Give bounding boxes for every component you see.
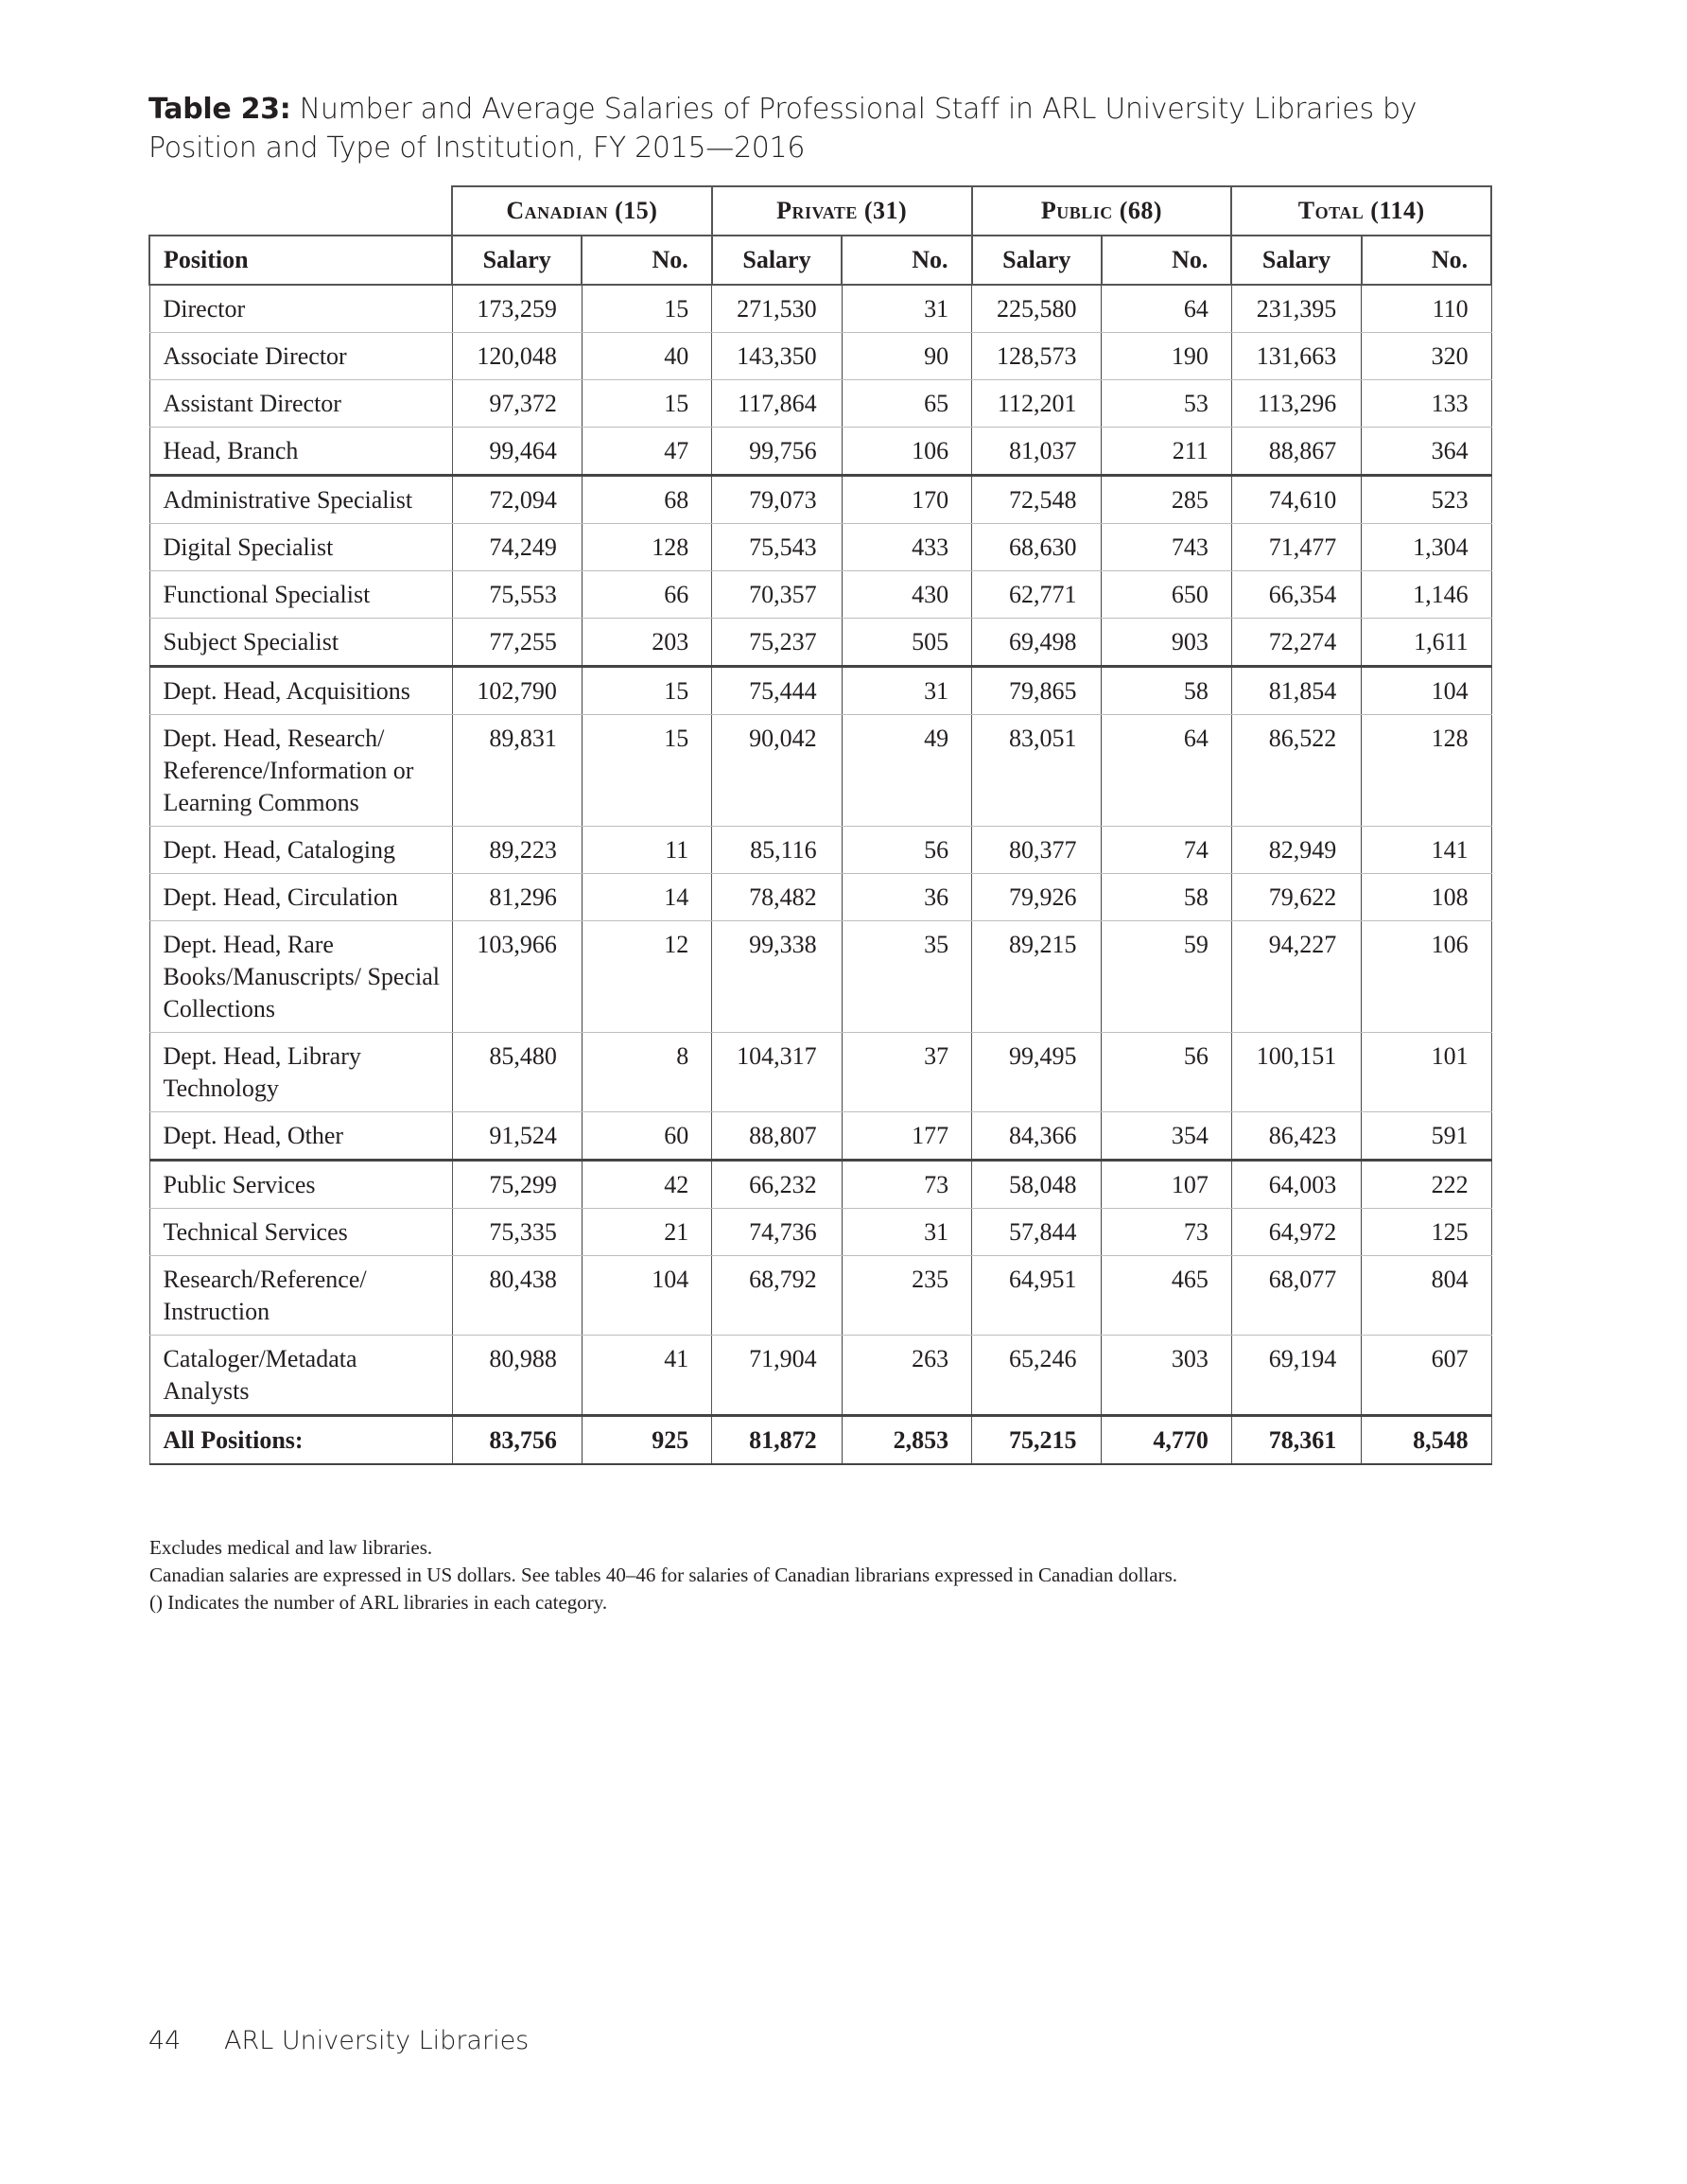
count-cell: 42 bbox=[582, 1161, 711, 1209]
salary-cell: 99,495 bbox=[972, 1033, 1102, 1112]
salary-cell: 99,464 bbox=[452, 428, 582, 476]
group-header-canadian: Canadian (15) bbox=[452, 186, 712, 236]
salary-table bbox=[148, 185, 1492, 1465]
position-cell: Dept. Head, Research/ Reference/Information or Learning Commons bbox=[149, 715, 452, 827]
count-cell: 128 bbox=[582, 524, 711, 571]
salary-cell: 68,792 bbox=[712, 1256, 842, 1336]
group-header-private: Private (31) bbox=[712, 186, 972, 236]
count-cell: 211 bbox=[1102, 428, 1231, 476]
salary-cell: 71,904 bbox=[712, 1336, 842, 1416]
salary-cell: 113,296 bbox=[1231, 380, 1361, 428]
table-row bbox=[149, 571, 1491, 619]
salary-cell: 128,573 bbox=[972, 333, 1102, 380]
position-cell: Director bbox=[149, 285, 452, 333]
count-cell: 591 bbox=[1362, 1112, 1491, 1161]
position-cell: Digital Specialist bbox=[149, 524, 452, 571]
count-cell: 235 bbox=[842, 1256, 971, 1336]
salary-cell: 65,246 bbox=[972, 1336, 1102, 1416]
position-cell: Head, Branch bbox=[149, 428, 452, 476]
table-body bbox=[149, 285, 1491, 1464]
count-cell: 1,146 bbox=[1362, 571, 1491, 619]
salary-cell: 131,663 bbox=[1231, 333, 1361, 380]
salary-cell: 82,949 bbox=[1231, 827, 1361, 874]
salary-cell: 86,522 bbox=[1231, 715, 1361, 827]
count-cell: 101 bbox=[1362, 1033, 1491, 1112]
count-cell: 66 bbox=[582, 571, 711, 619]
column-header-salary: Salary bbox=[972, 236, 1102, 285]
salary-cell: 173,259 bbox=[452, 285, 582, 333]
count-cell: 505 bbox=[842, 619, 971, 667]
column-header-salary: Salary bbox=[712, 236, 842, 285]
count-cell: 65 bbox=[842, 380, 971, 428]
position-cell: Dept. Head, Cataloging bbox=[149, 827, 452, 874]
salary-cell: 103,966 bbox=[452, 921, 582, 1033]
count-cell: 170 bbox=[842, 476, 971, 524]
count-cell: 364 bbox=[1362, 428, 1491, 476]
salary-cell: 99,756 bbox=[712, 428, 842, 476]
count-cell: 106 bbox=[1362, 921, 1491, 1033]
table-row bbox=[149, 285, 1491, 333]
count-cell: 430 bbox=[842, 571, 971, 619]
count-cell: 15 bbox=[582, 715, 711, 827]
count-cell: 73 bbox=[1102, 1209, 1231, 1256]
note-currency: Canadian salaries are expressed in US dollars. See tables 40–46 for salaries of Canadian librarians expressed in Canadian dollars. bbox=[149, 1564, 1177, 1586]
table-row bbox=[149, 524, 1491, 571]
salary-cell: 86,423 bbox=[1231, 1112, 1361, 1161]
table-number: Table 23: bbox=[148, 93, 291, 126]
salary-cell: 79,073 bbox=[712, 476, 842, 524]
count-cell: 222 bbox=[1362, 1161, 1491, 1209]
salary-cell: 271,530 bbox=[712, 285, 842, 333]
running-title: ARL University Libraries bbox=[224, 2026, 530, 2055]
salary-cell: 75,299 bbox=[452, 1161, 582, 1209]
column-header-no: No. bbox=[582, 236, 711, 285]
salary-cell: 88,807 bbox=[712, 1112, 842, 1161]
count-cell: 36 bbox=[842, 874, 971, 921]
count-cell: 31 bbox=[842, 285, 971, 333]
salary-cell: 72,274 bbox=[1231, 619, 1361, 667]
page-number: 44 bbox=[148, 2026, 182, 2055]
count-cell: 177 bbox=[842, 1112, 971, 1161]
salary-cell: 104,317 bbox=[712, 1033, 842, 1112]
count-cell: 31 bbox=[842, 667, 971, 715]
salary-cell: 77,255 bbox=[452, 619, 582, 667]
table-row bbox=[149, 380, 1491, 428]
count-cell: 8,548 bbox=[1362, 1416, 1491, 1465]
count-cell: 804 bbox=[1362, 1256, 1491, 1336]
count-cell: 60 bbox=[582, 1112, 711, 1161]
salary-cell: 94,227 bbox=[1231, 921, 1361, 1033]
column-header-salary: Salary bbox=[1231, 236, 1361, 285]
salary-cell: 91,524 bbox=[452, 1112, 582, 1161]
position-cell: Cataloger/Metadata Analysts bbox=[149, 1336, 452, 1416]
count-cell: 1,304 bbox=[1362, 524, 1491, 571]
position-cell: Dept. Head, Other bbox=[149, 1112, 452, 1161]
position-cell: Associate Director bbox=[149, 333, 452, 380]
count-cell: 4,770 bbox=[1102, 1416, 1231, 1465]
salary-cell: 57,844 bbox=[972, 1209, 1102, 1256]
salary-cell: 97,372 bbox=[452, 380, 582, 428]
salary-cell: 88,867 bbox=[1231, 428, 1361, 476]
count-cell: 433 bbox=[842, 524, 971, 571]
count-cell: 285 bbox=[1102, 476, 1231, 524]
position-cell: Functional Specialist bbox=[149, 571, 452, 619]
salary-cell: 83,051 bbox=[972, 715, 1102, 827]
salary-cell: 81,296 bbox=[452, 874, 582, 921]
count-cell: 108 bbox=[1362, 874, 1491, 921]
salary-cell: 72,548 bbox=[972, 476, 1102, 524]
salary-cell: 75,444 bbox=[712, 667, 842, 715]
count-cell: 354 bbox=[1102, 1112, 1231, 1161]
table-notes bbox=[149, 1534, 1511, 1616]
column-header-no: No. bbox=[1102, 236, 1231, 285]
note-parentheses: () Indicates the number of ARL libraries in each category. bbox=[149, 1591, 608, 1614]
table-row bbox=[149, 1256, 1491, 1336]
count-cell: 2,853 bbox=[842, 1416, 971, 1465]
count-cell: 56 bbox=[1102, 1033, 1231, 1112]
count-cell: 31 bbox=[842, 1209, 971, 1256]
count-cell: 190 bbox=[1102, 333, 1231, 380]
count-cell: 56 bbox=[842, 827, 971, 874]
group-header-row bbox=[149, 186, 1491, 236]
count-cell: 15 bbox=[582, 285, 711, 333]
salary-cell: 75,335 bbox=[452, 1209, 582, 1256]
table-row bbox=[149, 333, 1491, 380]
column-header-no: No. bbox=[842, 236, 971, 285]
table-row bbox=[149, 667, 1491, 715]
table-row bbox=[149, 827, 1491, 874]
position-cell: Technical Services bbox=[149, 1209, 452, 1256]
table-row bbox=[149, 1336, 1491, 1416]
table-title bbox=[148, 90, 1510, 167]
count-cell: 303 bbox=[1102, 1336, 1231, 1416]
count-cell: 263 bbox=[842, 1336, 971, 1416]
count-cell: 68 bbox=[582, 476, 711, 524]
count-cell: 607 bbox=[1362, 1336, 1491, 1416]
position-cell: Research/Reference/ Instruction bbox=[149, 1256, 452, 1336]
position-cell: All Positions: bbox=[149, 1416, 452, 1465]
count-cell: 8 bbox=[582, 1033, 711, 1112]
count-cell: 47 bbox=[582, 428, 711, 476]
table-row bbox=[149, 715, 1491, 827]
count-cell: 35 bbox=[842, 921, 971, 1033]
salary-cell: 75,553 bbox=[452, 571, 582, 619]
position-cell: Dept. Head, Circulation bbox=[149, 874, 452, 921]
column-header-no: No. bbox=[1362, 236, 1491, 285]
count-cell: 125 bbox=[1362, 1209, 1491, 1256]
salary-cell: 75,215 bbox=[972, 1416, 1102, 1465]
salary-cell: 80,377 bbox=[972, 827, 1102, 874]
salary-cell: 68,630 bbox=[972, 524, 1102, 571]
table-row bbox=[149, 874, 1491, 921]
salary-cell: 72,094 bbox=[452, 476, 582, 524]
table-row bbox=[149, 1033, 1491, 1112]
salary-cell: 68,077 bbox=[1231, 1256, 1361, 1336]
count-cell: 12 bbox=[582, 921, 711, 1033]
column-header-position: Position bbox=[149, 236, 452, 285]
table-row bbox=[149, 1161, 1491, 1209]
position-cell: Subject Specialist bbox=[149, 619, 452, 667]
salary-cell: 117,864 bbox=[712, 380, 842, 428]
salary-cell: 74,736 bbox=[712, 1209, 842, 1256]
count-cell: 133 bbox=[1362, 380, 1491, 428]
column-header-salary: Salary bbox=[452, 236, 582, 285]
salary-cell: 120,048 bbox=[452, 333, 582, 380]
salary-cell: 81,037 bbox=[972, 428, 1102, 476]
salary-cell: 79,622 bbox=[1231, 874, 1361, 921]
salary-cell: 85,480 bbox=[452, 1033, 582, 1112]
salary-cell: 78,361 bbox=[1231, 1416, 1361, 1465]
salary-cell: 83,756 bbox=[452, 1416, 582, 1465]
count-cell: 141 bbox=[1362, 827, 1491, 874]
group-header-blank bbox=[149, 186, 452, 236]
position-cell: Administrative Specialist bbox=[149, 476, 452, 524]
salary-cell: 100,151 bbox=[1231, 1033, 1361, 1112]
count-cell: 37 bbox=[842, 1033, 971, 1112]
count-cell: 107 bbox=[1102, 1161, 1231, 1209]
count-cell: 465 bbox=[1102, 1256, 1231, 1336]
salary-cell: 90,042 bbox=[712, 715, 842, 827]
salary-cell: 71,477 bbox=[1231, 524, 1361, 571]
salary-cell: 102,790 bbox=[452, 667, 582, 715]
salary-cell: 58,048 bbox=[972, 1161, 1102, 1209]
count-cell: 106 bbox=[842, 428, 971, 476]
count-cell: 1,611 bbox=[1362, 619, 1491, 667]
count-cell: 90 bbox=[842, 333, 971, 380]
salary-cell: 75,237 bbox=[712, 619, 842, 667]
count-cell: 15 bbox=[582, 380, 711, 428]
table-row bbox=[149, 428, 1491, 476]
position-cell: Assistant Director bbox=[149, 380, 452, 428]
count-cell: 14 bbox=[582, 874, 711, 921]
count-cell: 53 bbox=[1102, 380, 1231, 428]
salary-cell: 225,580 bbox=[972, 285, 1102, 333]
salary-cell: 89,831 bbox=[452, 715, 582, 827]
salary-cell: 79,865 bbox=[972, 667, 1102, 715]
salary-cell: 64,003 bbox=[1231, 1161, 1361, 1209]
salary-cell: 78,482 bbox=[712, 874, 842, 921]
count-cell: 203 bbox=[582, 619, 711, 667]
count-cell: 104 bbox=[582, 1256, 711, 1336]
count-cell: 128 bbox=[1362, 715, 1491, 827]
salary-cell: 112,201 bbox=[972, 380, 1102, 428]
position-cell: Dept. Head, Acquisitions bbox=[149, 667, 452, 715]
salary-cell: 74,249 bbox=[452, 524, 582, 571]
position-cell: Dept. Head, Library Technology bbox=[149, 1033, 452, 1112]
count-cell: 21 bbox=[582, 1209, 711, 1256]
table-row bbox=[149, 476, 1491, 524]
table-row bbox=[149, 921, 1491, 1033]
salary-cell: 66,232 bbox=[712, 1161, 842, 1209]
table-caption: Number and Average Salaries of Professional Staff in ARL University Libraries by Position and Type of Institution, FY 2015—2016 bbox=[148, 93, 1417, 165]
note-exclusions: Excludes medical and law libraries. bbox=[149, 1536, 433, 1559]
count-cell: 523 bbox=[1362, 476, 1491, 524]
salary-cell: 64,972 bbox=[1231, 1209, 1361, 1256]
count-cell: 40 bbox=[582, 333, 711, 380]
salary-cell: 69,498 bbox=[972, 619, 1102, 667]
salary-cell: 64,951 bbox=[972, 1256, 1102, 1336]
table-row bbox=[149, 1209, 1491, 1256]
salary-cell: 84,366 bbox=[972, 1112, 1102, 1161]
salary-cell: 80,438 bbox=[452, 1256, 582, 1336]
group-header-public: Public (68) bbox=[972, 186, 1232, 236]
count-cell: 110 bbox=[1362, 285, 1491, 333]
salary-cell: 99,338 bbox=[712, 921, 842, 1033]
count-cell: 49 bbox=[842, 715, 971, 827]
count-cell: 74 bbox=[1102, 827, 1231, 874]
count-cell: 650 bbox=[1102, 571, 1231, 619]
table-row bbox=[149, 1112, 1491, 1161]
total-row bbox=[149, 1416, 1491, 1465]
column-header-row bbox=[149, 236, 1491, 285]
salary-cell: 80,988 bbox=[452, 1336, 582, 1416]
position-cell: Public Services bbox=[149, 1161, 452, 1209]
table-row bbox=[149, 619, 1491, 667]
salary-cell: 85,116 bbox=[712, 827, 842, 874]
count-cell: 73 bbox=[842, 1161, 971, 1209]
salary-cell: 75,543 bbox=[712, 524, 842, 571]
salary-cell: 70,357 bbox=[712, 571, 842, 619]
count-cell: 320 bbox=[1362, 333, 1491, 380]
salary-cell: 79,926 bbox=[972, 874, 1102, 921]
salary-cell: 89,215 bbox=[972, 921, 1102, 1033]
page-footer bbox=[148, 2026, 529, 2055]
salary-cell: 81,854 bbox=[1231, 667, 1361, 715]
count-cell: 64 bbox=[1102, 715, 1231, 827]
count-cell: 743 bbox=[1102, 524, 1231, 571]
salary-cell: 81,872 bbox=[712, 1416, 842, 1465]
group-header-total: Total (114) bbox=[1231, 186, 1491, 236]
count-cell: 64 bbox=[1102, 285, 1231, 333]
count-cell: 925 bbox=[582, 1416, 711, 1465]
salary-cell: 74,610 bbox=[1231, 476, 1361, 524]
salary-cell: 66,354 bbox=[1231, 571, 1361, 619]
salary-cell: 231,395 bbox=[1231, 285, 1361, 333]
count-cell: 104 bbox=[1362, 667, 1491, 715]
count-cell: 58 bbox=[1102, 874, 1231, 921]
count-cell: 58 bbox=[1102, 667, 1231, 715]
count-cell: 11 bbox=[582, 827, 711, 874]
salary-cell: 69,194 bbox=[1231, 1336, 1361, 1416]
count-cell: 903 bbox=[1102, 619, 1231, 667]
salary-cell: 62,771 bbox=[972, 571, 1102, 619]
count-cell: 41 bbox=[582, 1336, 711, 1416]
count-cell: 15 bbox=[582, 667, 711, 715]
position-cell: Dept. Head, Rare Books/Manuscripts/ Special Collections bbox=[149, 921, 452, 1033]
salary-cell: 143,350 bbox=[712, 333, 842, 380]
salary-cell: 89,223 bbox=[452, 827, 582, 874]
count-cell: 59 bbox=[1102, 921, 1231, 1033]
